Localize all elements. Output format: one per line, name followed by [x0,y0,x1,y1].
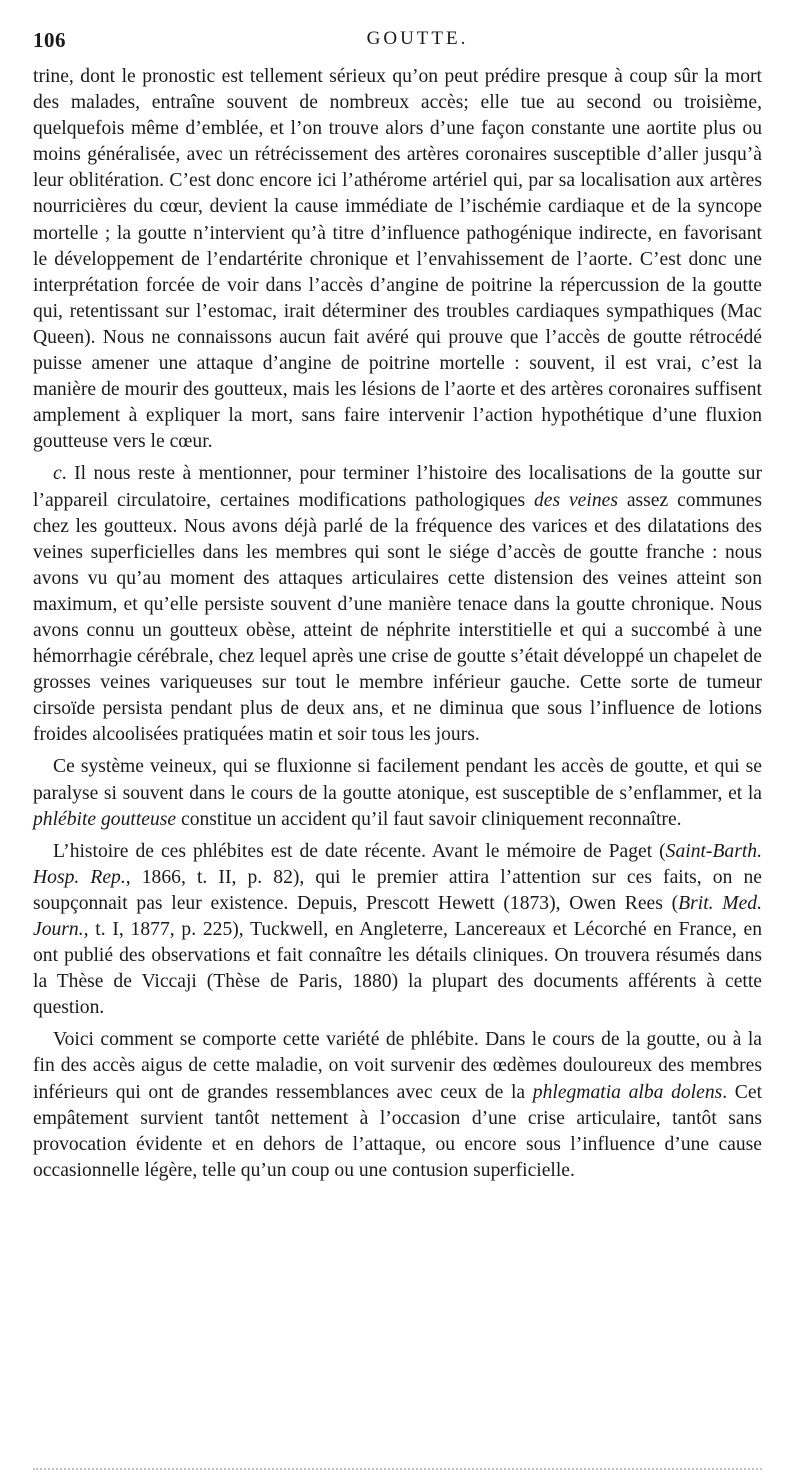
text-segment: L’histoire de ces phlébites est de date récente. Avant le mémoire de Paget ( [53,840,666,862]
paragraph [33,64,762,455]
text-segment-italic: Brit. Med. Journ. [33,892,762,940]
text-segment: Voici comment se comporte cette variété de phlébite. Dans le cours de la goutte, ou à la fin des accès aigus de cette maladie, on voit survenir des œdèmes douloureux des membres inférieurs qui ont de grandes ressemblances avec ceux de la [33,1029,762,1103]
page-number: 106 [33,28,66,52]
text-segment-italic: phlegmatia alba dolens [532,1081,723,1103]
page-header [33,28,762,64]
footer-scan-artifact [33,1468,762,1470]
text-segment: trine, dont le pronostic est tellement sérieux qu’on peut prédire presque à coup sûr la mort des malades, entraîne souvent de nombreux accès; elle tue au second ou troisième, quelquefois même d’emblée, et l’on trouve alors d’une façon constante une aortite plus ou moins généralisée, avec un rétrécissement des artères coronaires susceptible d’aller jusqu’à leur oblitération. C’est donc encore ici l’athérome artériel qui, par sa localisation aux artères nourricières du cœur, devient la cause immédiate de l’ischémie cardiaque et de la syncope mortelle ; la goutte n’intervient qu’à titre d’influence pathogénique indirecte, en favorisant le développement de l’endartérite chronique et l’envahissement de l’aorte. C’est donc une interprétation forcée de voir dans l’accès d’angine de poitrine la répercussion de la goutte qui, retentissant sur l’estomac, irait déterminer des troubles cardiaques sympathiques (Mac Queen). Nous ne connaissons aucun fait avéré qui prouve que l’accès de goutte rétrocédé puisse amener une attaque d’angine de poitrine mortelle : souvent, il est vrai, c’est la manière de mourir des goutteux, mais les lésions de l’aorte et des artères coronaires suffisent amplement à expliquer la mort, sans faire intervenir l’action hypothétique d’une fluxion goutteuse vers le cœur. [33,66,762,453]
paragraph [33,461,762,748]
text-segment-italic: Saint-Barth. Hosp. Rep. [33,840,762,888]
text-segment: , t. I, 1877, p. 225), Tuckwell, en Angleterre, Lancereaux et Lécorché en France, en ont publié des observations et fait connaître les détails cliniques. On trouvera résumés dans la Thèse de Viccaji (Thèse de Paris, 1880) la plupart des documents afférents à cette question. [33,919,762,1019]
text-segment: . Il nous reste à mentionner, pour terminer l’histoire des localisations de la goutte sur l’appareil circulatoire, certaines modifications pathologiques [33,463,762,511]
text-segment-italic: phlébite goutteuse [33,808,177,830]
text-segment: . Cet empâtement survient tantôt nettement à l’occasion d’une crise articulaire, tantôt sans provocation évidente et en dehors de l’attaque, ou encore sous l’influence d’une cause occasionnelle légère, telle qu’un coup ou une contusion superficielle. [33,1081,763,1181]
text-segment: , 1866, t. II, p. 82), qui le premier attira l’attention sur ces faits, on ne soupçonnait pas leur existence. Depuis, Prescott Hewett (1873), Owen Rees ( [33,866,763,914]
text-segment-italic: c [53,463,62,485]
paragraph [33,839,762,1022]
text-segment: Ce système veineux, qui se fluxionne si facilement pendant les accès de goutte, et qui se paralyse si souvent dans le cours de la goutte atonique, est susceptible de s’enflammer, et la [33,756,762,804]
text-segment: constitue un accident qu’il faut savoir cliniquement reconnaître. [176,808,682,830]
paragraph [33,754,762,832]
text-segment: assez communes chez les goutteux. Nous avons déjà parlé de la fréquence des varices et des dilatations des veines superficielles dans les membres qui sont le siége d’accès de goutte franche : nous avons vu qu’au moment des attaques articulaires cette distension des veines atteint son maximum, et qu’elle persiste souvent d’une manière tenace dans la goutte chronique. Nous avons connu un goutteux obèse, atteint de néphrite interstitielle et qui a succombé à une hémorrhagie cérébrale, chez lequel après une crise de goutte s’était développé un chapelet de grosses veines variqueuses sur tout le membre inférieur gauche. Cette sorte de tumeur cirsoïde persista pendant plus de deux ans, et ne diminua que sous l’influence de lotions froides alcoolisées pratiquées matin et soir tous les jours. [33,489,762,746]
running-title: GOUTTE. [366,28,469,49]
body-text [33,64,762,1184]
text-segment-italic: des veines [533,489,618,511]
paragraph [33,1027,762,1184]
